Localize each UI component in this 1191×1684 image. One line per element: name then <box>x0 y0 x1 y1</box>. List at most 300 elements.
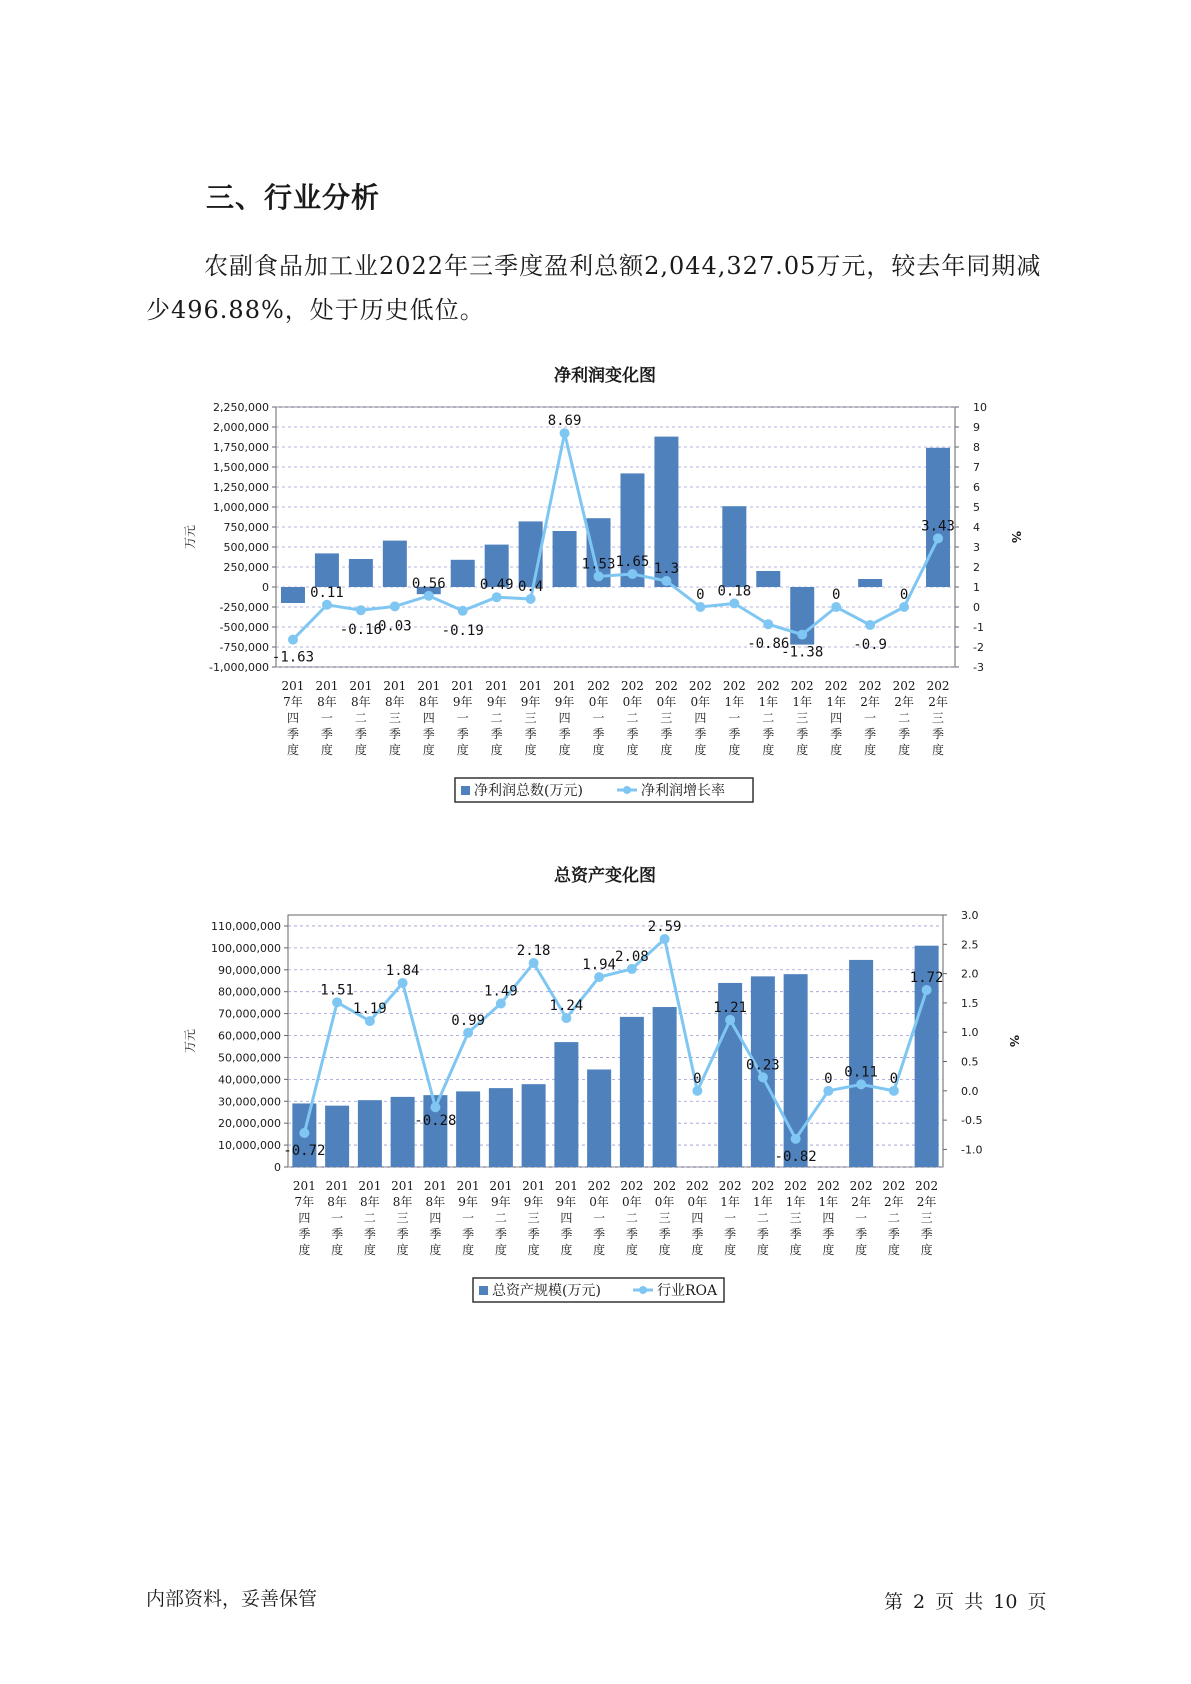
category-label: 201 <box>553 679 577 693</box>
right-axis-tick-label: 7 <box>973 461 980 474</box>
category-label: 1年 <box>792 695 813 709</box>
category-label: 度 <box>286 743 299 757</box>
category-label: 0年 <box>690 695 711 709</box>
category-label: 季 <box>855 1227 868 1241</box>
line-point <box>496 998 506 1008</box>
category-label: 8年 <box>392 1195 413 1209</box>
category-label: 季 <box>756 1227 769 1241</box>
data-label: -0.9 <box>853 637 887 653</box>
category-label: 三 <box>658 1211 671 1225</box>
category-label: 三 <box>796 711 809 725</box>
category-label: 度 <box>429 1243 442 1257</box>
category-label: 202 <box>790 679 814 693</box>
bar <box>722 506 746 587</box>
line-point <box>831 602 841 612</box>
category-label: 9年 <box>458 1195 478 1209</box>
data-label: 1.84 <box>385 962 420 979</box>
category-label: 0年 <box>654 1195 675 1209</box>
category-label: 201 <box>554 1179 578 1193</box>
category-label: 二 <box>887 1211 900 1225</box>
category-label: 三 <box>527 1211 540 1225</box>
data-label: 0.99 <box>451 1012 485 1029</box>
category-label: 二 <box>494 1211 507 1225</box>
category-label: 9年 <box>452 695 473 709</box>
category-label: 季 <box>524 727 537 741</box>
category-label: 0年 <box>622 695 643 709</box>
category-label: 202 <box>685 1179 709 1193</box>
category-label: 度 <box>625 1243 638 1257</box>
category-label: 8年 <box>351 695 371 709</box>
category-label: 202 <box>849 1179 873 1193</box>
left-axis-tick-label: 50,000,000 <box>218 1051 281 1065</box>
category-label: 度 <box>920 1243 933 1257</box>
data-label: 1.72 <box>909 970 944 987</box>
bar <box>383 541 407 587</box>
line-point <box>458 606 468 616</box>
left-axis-tick-label: 1,500,000 <box>213 461 269 474</box>
net-profit-chart <box>180 355 1030 810</box>
legend-line-label: 净利润增长率 <box>641 783 725 799</box>
right-axis-tick-label: 1.0 <box>961 1026 979 1040</box>
category-label: 度 <box>691 1243 704 1257</box>
category-label: 一 <box>456 711 469 725</box>
category-label: 二 <box>762 711 775 725</box>
line-point <box>856 1079 866 1089</box>
category-label: 9年 <box>556 1195 577 1209</box>
category-label: 202 <box>621 679 644 693</box>
category-label: 度 <box>363 1243 376 1257</box>
right-axis-tick-label: -2 <box>973 641 984 654</box>
category-label: 1年 <box>826 695 846 709</box>
category-label: 季 <box>822 1227 835 1241</box>
legend-bar-swatch <box>461 786 470 795</box>
category-label: 202 <box>926 679 950 693</box>
right-axis-tick-label: -3 <box>973 661 984 674</box>
category-label: 1年 <box>724 695 745 709</box>
data-label: 8.69 <box>547 413 582 430</box>
right-axis-tick-label: 2 <box>973 561 980 574</box>
category-label: 度 <box>592 743 605 757</box>
category-label: 二 <box>626 711 639 725</box>
data-label: 3.43 <box>921 518 955 535</box>
right-axis-tick-label: 0.0 <box>961 1084 979 1098</box>
category-label: 度 <box>626 743 639 757</box>
category-label: 201 <box>489 1179 513 1193</box>
bar <box>315 553 339 587</box>
category-label: 202 <box>756 679 780 693</box>
category-label: 度 <box>756 1243 769 1257</box>
category-label: 一 <box>593 1211 606 1225</box>
category-label: 度 <box>456 743 469 757</box>
left-axis-tick-label: 1,000,000 <box>213 501 269 514</box>
category-label: 度 <box>527 1243 540 1257</box>
category-label: 201 <box>519 679 543 693</box>
data-label: -0.86 <box>747 636 790 653</box>
data-label: 1.19 <box>353 1001 387 1018</box>
category-label: 度 <box>694 743 707 757</box>
right-axis-tick-label: -0.5 <box>961 1114 983 1128</box>
category-label: 度 <box>724 1243 737 1257</box>
category-label: 一 <box>592 711 605 725</box>
data-label: -0.82 <box>774 1148 817 1165</box>
category-label: 201 <box>522 1179 546 1193</box>
category-label: 季 <box>796 727 809 741</box>
category-label: 季 <box>626 727 639 741</box>
line-point <box>299 1128 309 1138</box>
data-label: 0.49 <box>479 577 514 594</box>
line-point <box>365 1016 375 1026</box>
data-label: 1.24 <box>549 998 584 1015</box>
category-label: 度 <box>490 743 503 757</box>
section-heading: 三、行业分析 <box>206 181 381 214</box>
left-axis-tick-label: 750,000 <box>223 521 269 534</box>
left-axis-tick-label: 10,000,000 <box>218 1139 281 1153</box>
category-label: 度 <box>822 1243 835 1257</box>
bar <box>358 1100 382 1167</box>
data-label: 0.56 <box>411 575 446 592</box>
bar <box>553 531 577 587</box>
category-label: 度 <box>864 743 877 757</box>
line-point <box>560 428 570 438</box>
category-label: 四 <box>429 1211 442 1225</box>
line-point <box>695 602 705 612</box>
category-label: 201 <box>358 1179 382 1193</box>
category-label: 度 <box>855 1243 868 1257</box>
right-axis-tick-label: 0 <box>973 601 980 614</box>
category-label: 季 <box>494 1227 507 1241</box>
category-label: 季 <box>724 1227 737 1241</box>
category-label: 三 <box>920 1211 933 1225</box>
line-point <box>758 1072 768 1082</box>
left-axis-tick-label: 500,000 <box>223 541 269 554</box>
category-label: 季 <box>762 727 775 741</box>
legend-bar-swatch <box>479 1286 488 1295</box>
line-point <box>763 619 773 629</box>
category-label: 四 <box>422 711 435 725</box>
category-label: 201 <box>281 679 305 693</box>
category-label: 季 <box>298 1227 311 1241</box>
right-axis-tick-label: 3 <box>973 541 980 554</box>
left-axis-tick-label: 60,000,000 <box>218 1029 281 1043</box>
category-label: 季 <box>625 1227 638 1241</box>
category-label: 202 <box>688 679 712 693</box>
category-label: 一 <box>724 1211 737 1225</box>
category-label: 季 <box>658 1227 671 1241</box>
category-label: 四 <box>691 1211 704 1225</box>
data-label: -0.72 <box>283 1143 326 1160</box>
line-point <box>627 964 637 974</box>
category-label: 季 <box>887 1227 900 1241</box>
category-label: 2年 <box>884 1195 904 1209</box>
line-point <box>725 1015 735 1025</box>
category-label: 季 <box>354 727 367 741</box>
line-point <box>526 594 536 604</box>
line-point <box>594 571 604 581</box>
left-axis-tick-label: -250,000 <box>219 601 269 614</box>
data-label: 2.18 <box>516 943 551 960</box>
category-label: 季 <box>388 727 401 741</box>
category-label: 9年 <box>520 695 541 709</box>
legend-bar-label: 净利润总数(万元) <box>474 783 583 799</box>
category-label: 一 <box>462 1211 475 1225</box>
line-point <box>529 958 539 968</box>
bar <box>858 579 882 587</box>
line-point <box>660 934 670 944</box>
category-label: 二 <box>363 1211 376 1225</box>
right-axis-tick-label: 2.5 <box>961 938 979 952</box>
line-point <box>332 997 342 1007</box>
category-label: 8年 <box>418 695 439 709</box>
bar <box>391 1097 415 1167</box>
category-label: 201 <box>485 679 509 693</box>
line-point <box>865 620 875 630</box>
data-label: 0.4 <box>517 579 544 595</box>
category-label: 三 <box>660 711 673 725</box>
right-axis-tick-label: 5 <box>973 501 980 514</box>
category-label: 三 <box>388 711 401 725</box>
category-label: 季 <box>920 1227 933 1241</box>
category-label: 四 <box>560 1211 573 1225</box>
category-label: 四 <box>830 711 843 725</box>
line-series <box>293 433 938 639</box>
left-axis-tick-label: 2,000,000 <box>213 421 269 434</box>
category-label: 202 <box>858 679 882 693</box>
bar <box>325 1106 349 1167</box>
data-label: 2.59 <box>647 919 682 936</box>
category-label: 8年 <box>317 695 337 709</box>
category-label: 四 <box>694 711 707 725</box>
right-axis-tick-label: 1 <box>973 581 980 594</box>
legend-line-label: 行业ROA <box>657 1283 718 1299</box>
category-label: 0年 <box>656 695 677 709</box>
category-label: 季 <box>456 727 469 741</box>
category-label: 8年 <box>327 1195 347 1209</box>
category-label: 度 <box>796 743 809 757</box>
category-label: 度 <box>462 1243 475 1257</box>
category-label: 201 <box>315 679 339 693</box>
category-label: 度 <box>396 1243 409 1257</box>
footer-confidential: 内部资料，妥善保管 <box>146 1588 318 1610</box>
category-label: 三 <box>396 1211 409 1225</box>
bar <box>349 559 373 587</box>
category-label: 季 <box>527 1227 540 1241</box>
right-axis-tick-label: -1.0 <box>961 1143 983 1157</box>
category-label: 三 <box>524 711 537 725</box>
line-point <box>594 972 604 982</box>
category-label: 季 <box>660 727 673 741</box>
category-label: 201 <box>292 1179 316 1193</box>
category-label: 季 <box>331 1227 344 1241</box>
line-point <box>889 1086 899 1096</box>
category-label: 2年 <box>894 695 914 709</box>
legend-line-marker <box>639 1286 647 1294</box>
category-label: 202 <box>892 679 916 693</box>
category-label: 202 <box>816 1179 840 1193</box>
category-label: 四 <box>558 711 571 725</box>
category-label: 季 <box>490 727 503 741</box>
line-point <box>729 598 739 608</box>
category-label: 202 <box>620 1179 644 1193</box>
right-axis-label: % <box>1009 530 1023 544</box>
data-label: 1.94 <box>582 957 616 974</box>
category-label: 9年 <box>523 1195 544 1209</box>
category-label: 201 <box>383 679 407 693</box>
category-label: 季 <box>864 727 877 741</box>
category-label: 一 <box>864 711 877 725</box>
category-label: 度 <box>298 1243 311 1257</box>
category-label: 202 <box>653 1179 677 1193</box>
category-label: 202 <box>915 1179 939 1193</box>
category-label: 2年 <box>928 695 948 709</box>
left-axis-tick-label: 90,000,000 <box>218 963 281 977</box>
data-label: 0.03 <box>377 618 412 635</box>
category-label: 二 <box>490 711 503 725</box>
category-label: 度 <box>558 743 571 757</box>
category-label: 度 <box>560 1243 573 1257</box>
category-label: 202 <box>751 1179 775 1193</box>
legend-bar-label: 总资产规模(万元) <box>492 1283 601 1299</box>
data-label: 0 <box>696 587 705 603</box>
category-label: 1年 <box>818 1195 839 1209</box>
category-label: 度 <box>660 743 673 757</box>
data-label: 1.3 <box>653 561 680 577</box>
category-label: 度 <box>728 743 741 757</box>
line-point <box>356 605 366 615</box>
bar <box>926 448 950 587</box>
category-label: 9年 <box>491 1195 511 1209</box>
bar <box>489 1088 513 1167</box>
category-label: 季 <box>422 727 435 741</box>
category-label: 度 <box>320 743 333 757</box>
category-label: 1年 <box>753 1195 773 1209</box>
category-label: 度 <box>388 743 401 757</box>
category-label: 一 <box>728 711 741 725</box>
category-label: 8年 <box>385 695 405 709</box>
category-label: 9年 <box>554 695 575 709</box>
category-label: 四 <box>822 1211 835 1225</box>
data-label: 0 <box>899 587 909 603</box>
category-label: 度 <box>789 1243 802 1257</box>
data-label: -1.63 <box>271 649 315 666</box>
left-axis-label: 万元 <box>183 1028 197 1054</box>
right-axis-label: % <box>1007 1034 1021 1048</box>
data-label: 0 <box>824 1070 833 1087</box>
bar <box>281 587 305 603</box>
data-label: 1.65 <box>615 554 650 570</box>
data-label: -0.19 <box>441 622 484 639</box>
category-label: 季 <box>593 1227 606 1241</box>
category-label: 202 <box>587 1179 611 1193</box>
category-label: 9年 <box>486 695 507 709</box>
category-label: 季 <box>396 1227 409 1241</box>
data-label: 0 <box>693 1070 702 1087</box>
line-point <box>899 602 909 612</box>
line-point <box>288 635 298 645</box>
left-axis-tick-label: -500,000 <box>219 621 269 634</box>
right-axis-tick-label: 1.5 <box>961 996 979 1010</box>
category-label: 一 <box>331 1211 344 1225</box>
left-axis-tick-label: 110,000,000 <box>211 919 281 933</box>
category-label: 二 <box>756 1211 769 1225</box>
category-label: 201 <box>423 1179 447 1193</box>
category-label: 季 <box>728 727 741 741</box>
line-point <box>398 978 408 988</box>
bar <box>522 1084 546 1167</box>
category-label: 202 <box>882 1179 906 1193</box>
category-label: 季 <box>789 1227 802 1241</box>
category-label: 1年 <box>758 695 779 709</box>
line-point <box>430 1102 440 1112</box>
category-label: 季 <box>286 727 299 741</box>
category-label: 2年 <box>851 1195 871 1209</box>
data-label: 1.49 <box>484 983 518 1000</box>
right-axis-tick-label: -1 <box>973 621 984 634</box>
data-label: -0.28 <box>414 1113 457 1130</box>
category-label: 202 <box>587 679 610 693</box>
bar <box>587 1069 611 1167</box>
data-label: 0.11 <box>310 584 344 601</box>
right-axis-tick-label: 3.0 <box>961 909 979 922</box>
data-label: 1.21 <box>713 999 747 1016</box>
line-point <box>463 1028 473 1038</box>
data-label: -1.38 <box>781 644 824 661</box>
category-label: 2年 <box>916 1195 937 1209</box>
category-label: 二 <box>898 711 911 725</box>
data-label: -0.16 <box>339 622 382 639</box>
right-axis-tick-label: 10 <box>973 401 987 414</box>
left-axis-tick-label: 1,250,000 <box>213 481 269 494</box>
category-label: 1年 <box>720 1195 740 1209</box>
category-label: 201 <box>456 1179 480 1193</box>
category-label: 季 <box>363 1227 376 1241</box>
category-label: 度 <box>422 743 435 757</box>
left-axis-tick-label: 30,000,000 <box>218 1095 281 1109</box>
net-profit-chart-svg <box>180 355 1030 810</box>
category-label: 三 <box>932 711 945 725</box>
category-label: 2年 <box>860 695 880 709</box>
category-label: 度 <box>494 1243 507 1257</box>
category-label: 201 <box>451 679 475 693</box>
right-axis-tick-label: 2.0 <box>961 967 979 981</box>
line-point <box>627 569 637 579</box>
category-label: 一 <box>855 1211 868 1225</box>
category-label: 二 <box>354 711 367 725</box>
category-label: 二 <box>625 1211 638 1225</box>
data-label: 0 <box>889 1070 899 1087</box>
bar <box>756 571 780 587</box>
category-label: 202 <box>654 679 678 693</box>
category-label: 0年 <box>687 1195 708 1209</box>
category-label: 度 <box>887 1243 900 1257</box>
left-axis-tick-label: 80,000,000 <box>218 985 281 999</box>
data-label: 0.18 <box>717 583 752 600</box>
category-label: 季 <box>932 727 945 741</box>
category-label: 度 <box>593 1243 606 1257</box>
category-label: 201 <box>417 679 441 693</box>
bar <box>554 1042 578 1167</box>
data-label: 1.53 <box>581 556 616 573</box>
data-label: 0.11 <box>844 1064 878 1081</box>
category-label: 季 <box>592 727 605 741</box>
category-label: 季 <box>462 1227 475 1241</box>
bar <box>456 1091 480 1167</box>
category-label: 度 <box>830 743 843 757</box>
category-label: 8年 <box>360 1195 380 1209</box>
category-label: 度 <box>658 1243 671 1257</box>
right-axis-tick-label: 6 <box>973 481 980 494</box>
category-label: 一 <box>320 711 333 725</box>
line-point <box>390 601 400 611</box>
